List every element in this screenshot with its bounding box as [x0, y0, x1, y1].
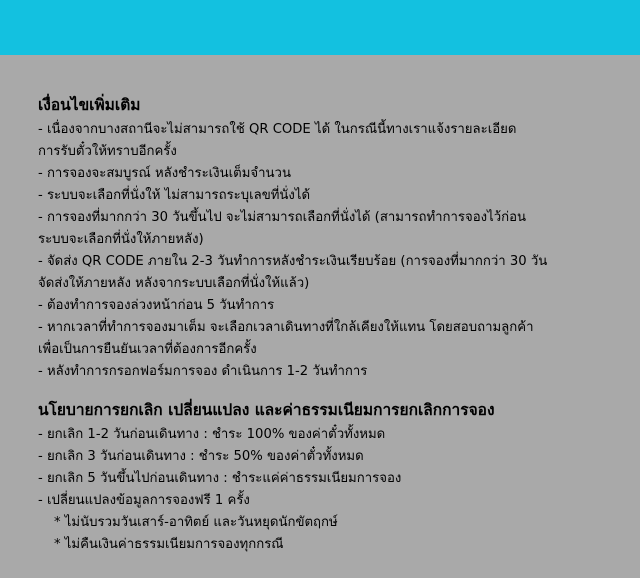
policy-line: - เปลี่ยนแปลงข้อมูลการจองฟรี 1 ครั้ง	[38, 493, 250, 508]
condition-line: - การจองจะสมบูรณ์ หลังชำระเงินเต็มจำนวน	[38, 166, 291, 181]
terms-content	[0, 55, 608, 556]
condition-line: จัดส่งให้ภายหลัง หลังจากระบบเลือกที่นั่งให้แล้ว)	[38, 276, 310, 291]
condition-line: ระบบจะเลือกที่นั่งให้ภายหลัง)	[38, 232, 204, 247]
cancellation-policy-list	[38, 424, 608, 556]
condition-line: - ต้องทำการจองล่วงหน้าก่อน 5 วันทำการ	[38, 298, 275, 313]
additional-conditions-list	[38, 119, 608, 383]
policy-note: * ไม่นับรวมวันเสาร์-อาทิตย์ และวันหยุดนักขัตฤกษ์	[54, 515, 338, 530]
policy-line: - ยกเลิก 5 วันขึ้นไปก่อนเดินทาง : ชำระแค่ค่าธรรมเนียมการจอง	[38, 471, 402, 486]
policy-line: - ยกเลิก 3 วันก่อนเดินทาง : ชำระ 50% ของค่าตั๋วทั้งหมด	[38, 449, 364, 464]
condition-line: เพื่อเป็นการยืนยันเวลาที่ต้องการอีกครั้ง	[38, 342, 257, 357]
additional-conditions-heading: เงื่อนไขเพิ่มเติม	[38, 96, 141, 114]
condition-line: - ระบบจะเลือกที่นั่งให้ ไม่สามารถระบุเลขที่นั่งได้	[38, 188, 311, 203]
policy-note: * ไม่คืนเงินค่าธรรมเนียมการจองทุกกรณี	[54, 537, 284, 552]
condition-line: - หลังทำการกรอกฟอร์มการจอง ดำเนินการ 1-2 วันทำการ	[38, 364, 368, 379]
section-spacer	[38, 383, 608, 398]
condition-line: - จัดส่ง QR CODE ภายใน 2-3 วันทำการหลังชำระเงินเรียบร้อย (การจองที่มากกว่า 30 วัน	[38, 254, 548, 269]
top-banner	[0, 0, 640, 55]
condition-line: - การจองที่มากกว่า 30 วันขึ้นไป จะไม่สามารถเลือกที่นั่งได้ (สามารถทำการจองไว้ก่อน	[38, 210, 527, 225]
condition-line: - เนื่องจากบางสถานีจะไม่สามารถใช้ QR CODE ได้ ในกรณีนี้ทางเราแจ้งรายละเอียด	[38, 122, 517, 137]
policy-line: - ยกเลิก 1-2 วันก่อนเดินทาง : ชำระ 100% ของค่าตั๋วทั้งหมด	[38, 427, 386, 442]
condition-line: การรับตั๋วให้ทราบอีกครั้ง	[38, 144, 177, 159]
condition-line: - หากเวลาที่ทำการจองมาเต็ม จะเลือกเวลาเดินทางที่ใกล้เคียงให้แทน โดยสอบถามลูกค้า	[38, 320, 534, 335]
cancellation-policy-heading: นโยบายการยกเลิก เปลี่ยนแปลง และค่าธรรมเนียมการยกเลิกการจอง	[38, 401, 495, 419]
